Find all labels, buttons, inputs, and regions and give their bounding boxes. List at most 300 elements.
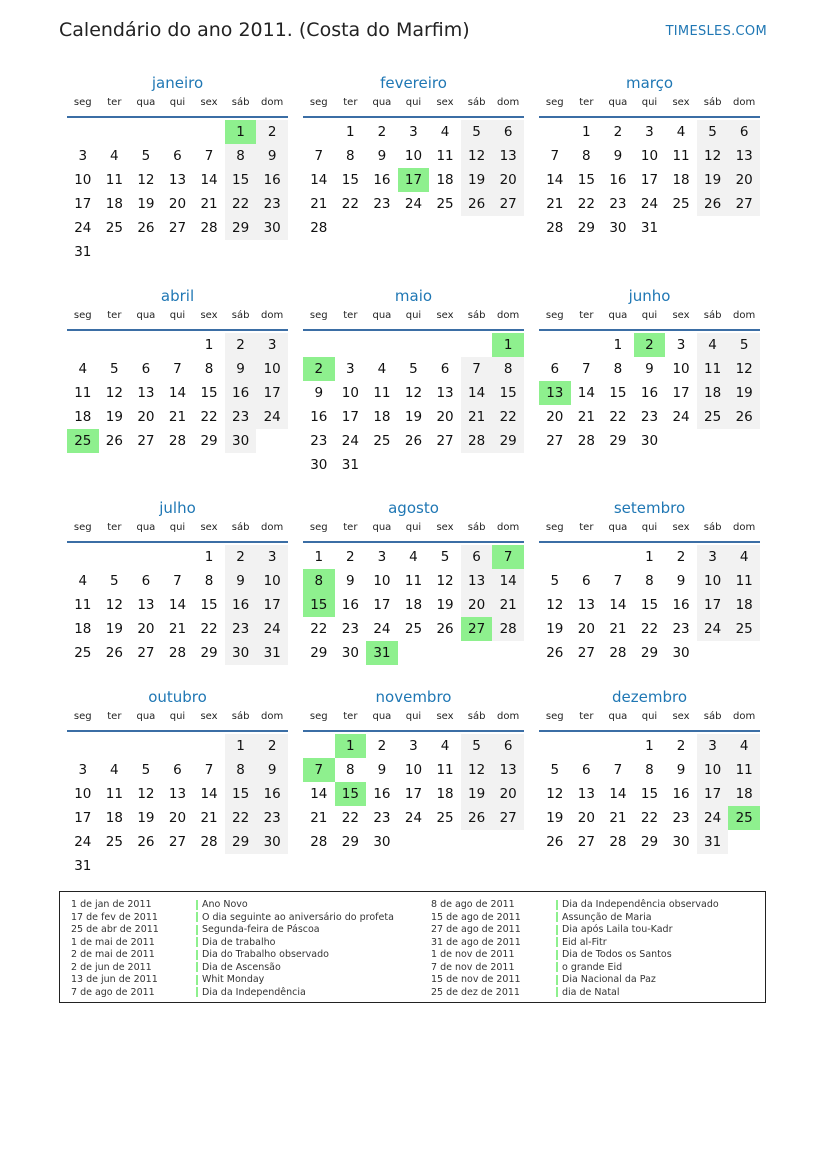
day-cell: 28 bbox=[492, 617, 524, 641]
weekday-label: sex bbox=[436, 711, 454, 722]
day-cell: 26 bbox=[728, 405, 760, 429]
day-cell: 6 bbox=[173, 148, 182, 164]
day-cell: 19 bbox=[404, 409, 423, 425]
day-cell: 13 bbox=[168, 172, 187, 188]
weekday-header bbox=[67, 709, 288, 732]
day-cell: 17 bbox=[697, 593, 729, 617]
day-cell: 26 bbox=[461, 192, 493, 216]
weekday-label: sex bbox=[200, 522, 218, 533]
day-cell: 28 bbox=[200, 834, 218, 850]
weekday-label: sex bbox=[672, 97, 690, 108]
day-cell: 23 bbox=[640, 409, 659, 425]
weekday-label: qua bbox=[136, 522, 156, 533]
day-cell: 7 bbox=[613, 573, 623, 589]
month-name: março bbox=[625, 74, 674, 92]
empty-day-cell bbox=[335, 333, 367, 357]
day-cell: 26 bbox=[404, 433, 423, 449]
day-cell: 13 bbox=[492, 144, 524, 168]
day-cell: 7 bbox=[461, 357, 493, 381]
day-cell: 15 bbox=[492, 381, 524, 405]
day-cell: 15 bbox=[341, 172, 359, 188]
legend-date: 27 de ago de 2011 bbox=[431, 924, 521, 935]
day-cell: 14 bbox=[310, 172, 328, 188]
day-cell: 20 bbox=[168, 810, 187, 826]
legend-item bbox=[556, 987, 719, 1000]
day-cell: 6 bbox=[440, 361, 450, 377]
day-cell: 10 bbox=[256, 357, 288, 381]
weekday-label: seg bbox=[545, 310, 564, 321]
day-cell: 3 bbox=[409, 124, 418, 140]
weekday-label: qua bbox=[608, 522, 628, 533]
legend-dates-col-2 bbox=[431, 899, 521, 999]
weekday-label: seg bbox=[73, 711, 92, 722]
month-name: fevereiro bbox=[380, 74, 447, 92]
weekday-label: seg bbox=[73, 97, 92, 108]
day-cell: 25 bbox=[436, 196, 454, 212]
day-cell: 24 bbox=[672, 409, 690, 425]
day-cell: 7 bbox=[204, 148, 214, 164]
weekday-label: ter bbox=[107, 97, 122, 108]
weekday-label: dom bbox=[733, 97, 756, 108]
holiday-color-marker bbox=[196, 950, 198, 960]
day-cell: 15 bbox=[640, 786, 659, 802]
day-cell: 10 bbox=[404, 148, 423, 164]
day-cell: 14 bbox=[577, 385, 595, 401]
legend-holiday-name: Dia de Todos os Santos bbox=[562, 949, 672, 960]
weekday-header bbox=[303, 520, 524, 543]
holiday-day-cell: 15 bbox=[335, 782, 367, 806]
day-cell: 28 bbox=[200, 220, 218, 236]
day-cell: 28 bbox=[609, 834, 627, 850]
holiday-day-cell: 27 bbox=[461, 617, 493, 641]
month-name: setembro bbox=[613, 499, 686, 517]
weekday-label: sex bbox=[672, 310, 690, 321]
weekday-label: seg bbox=[545, 711, 564, 722]
day-cell: 27 bbox=[137, 645, 155, 661]
empty-day-cell bbox=[99, 545, 131, 569]
day-cell: 10 bbox=[256, 569, 288, 593]
weekday-label: qui bbox=[169, 711, 186, 722]
weekday-label: dom bbox=[733, 522, 756, 533]
day-cell: 9 bbox=[346, 573, 355, 589]
day-cell: 28 bbox=[168, 645, 187, 661]
day-grid bbox=[67, 732, 288, 878]
weekday-label: dom bbox=[497, 310, 520, 321]
day-cell: 17 bbox=[341, 409, 359, 425]
empty-day-cell bbox=[303, 734, 335, 758]
day-cell: 4 bbox=[377, 361, 387, 377]
day-cell: 22 bbox=[310, 621, 328, 637]
day-cell: 21 bbox=[310, 196, 328, 212]
day-cell: 30 bbox=[225, 641, 257, 665]
day-cell: 24 bbox=[373, 621, 391, 637]
holiday-day-cell: 1 bbox=[335, 734, 367, 758]
day-cell: 12 bbox=[137, 786, 155, 802]
day-cell: 10 bbox=[373, 573, 391, 589]
day-cell: 14 bbox=[200, 172, 218, 188]
month-name: agosto bbox=[388, 499, 439, 517]
month-name: novembro bbox=[375, 688, 452, 706]
day-cell: 13 bbox=[728, 144, 760, 168]
day-cell: 14 bbox=[461, 381, 493, 405]
empty-day-cell bbox=[162, 120, 194, 144]
holiday-day-cell: 1 bbox=[492, 333, 524, 357]
day-cell: 23 bbox=[373, 196, 391, 212]
day-cell: 5 bbox=[141, 762, 151, 778]
day-cell: 31 bbox=[256, 641, 288, 665]
weekday-label: sáb bbox=[467, 97, 486, 108]
day-cell: 3 bbox=[78, 148, 88, 164]
day-grid bbox=[303, 331, 524, 477]
weekday-label: dom bbox=[497, 522, 520, 533]
day-cell: 7 bbox=[314, 148, 324, 164]
day-cell: 8 bbox=[346, 762, 355, 778]
weekday-label: qua bbox=[372, 711, 392, 722]
day-cell: 15 bbox=[225, 782, 257, 806]
day-cell: 30 bbox=[672, 834, 690, 850]
day-cell: 18 bbox=[373, 409, 391, 425]
day-cell: 8 bbox=[582, 148, 591, 164]
day-cell: 30 bbox=[672, 645, 690, 661]
empty-day-cell bbox=[571, 734, 603, 758]
day-cell: 23 bbox=[373, 810, 391, 826]
day-cell: 25 bbox=[74, 645, 92, 661]
day-cell: 7 bbox=[173, 573, 182, 589]
weekday-label: qui bbox=[405, 97, 422, 108]
weekday-header bbox=[539, 308, 760, 331]
day-cell: 16 bbox=[225, 381, 257, 405]
weekday-label: qua bbox=[608, 97, 628, 108]
day-cell: 20 bbox=[168, 196, 187, 212]
day-cell: 19 bbox=[105, 621, 123, 637]
day-grid bbox=[67, 118, 288, 264]
day-cell: 5 bbox=[461, 734, 493, 758]
empty-day-cell bbox=[130, 120, 162, 144]
day-cell: 10 bbox=[672, 361, 690, 377]
legend-holiday-name: Dia da Independência observado bbox=[562, 899, 719, 910]
legend-holiday-name: Ano Novo bbox=[202, 899, 248, 910]
day-cell: 10 bbox=[697, 758, 729, 782]
weekday-label: qui bbox=[641, 97, 658, 108]
month-janeiro bbox=[67, 71, 288, 264]
month-abril bbox=[67, 284, 288, 453]
weekday-label: ter bbox=[579, 97, 594, 108]
day-cell: 23 bbox=[256, 806, 288, 830]
day-cell: 12 bbox=[697, 144, 729, 168]
day-cell: 1 bbox=[204, 337, 214, 353]
day-cell: 30 bbox=[609, 220, 627, 236]
day-cell: 20 bbox=[577, 810, 595, 826]
empty-day-cell bbox=[162, 333, 194, 357]
day-cell: 9 bbox=[225, 357, 257, 381]
month-name: maio bbox=[394, 287, 433, 305]
day-cell: 29 bbox=[225, 830, 257, 854]
day-cell: 17 bbox=[697, 782, 729, 806]
day-cell: 5 bbox=[550, 573, 560, 589]
day-cell: 15 bbox=[577, 172, 595, 188]
day-cell: 3 bbox=[256, 333, 288, 357]
day-cell: 24 bbox=[404, 196, 423, 212]
day-cell: 11 bbox=[697, 357, 729, 381]
empty-day-cell bbox=[539, 734, 571, 758]
day-cell: 22 bbox=[640, 810, 659, 826]
day-cell: 6 bbox=[141, 361, 151, 377]
day-cell: 12 bbox=[461, 144, 493, 168]
legend-item bbox=[196, 949, 394, 962]
month-name: dezembro bbox=[612, 688, 687, 706]
day-cell: 18 bbox=[404, 597, 423, 613]
day-cell: 6 bbox=[492, 120, 524, 144]
holiday-day-cell: 17 bbox=[398, 168, 430, 192]
day-cell: 3 bbox=[697, 734, 729, 758]
day-cell: 26 bbox=[436, 621, 454, 637]
empty-day-cell bbox=[366, 333, 398, 357]
day-cell: 29 bbox=[225, 216, 257, 240]
month-fevereiro bbox=[303, 71, 524, 240]
holiday-day-cell: 7 bbox=[492, 545, 524, 569]
day-cell: 16 bbox=[310, 409, 328, 425]
month-julho bbox=[67, 496, 288, 665]
day-cell: 28 bbox=[168, 433, 187, 449]
day-cell: 2 bbox=[613, 124, 623, 140]
month-name: junho bbox=[628, 287, 671, 305]
month-name: outubro bbox=[148, 688, 207, 706]
day-cell: 29 bbox=[492, 429, 524, 453]
day-cell: 27 bbox=[137, 433, 155, 449]
day-cell: 15 bbox=[200, 597, 218, 613]
legend-names-col-1 bbox=[196, 899, 394, 999]
holiday-day-cell: 2 bbox=[634, 333, 666, 357]
weekday-label: ter bbox=[107, 310, 122, 321]
day-cell: 11 bbox=[436, 148, 454, 164]
weekday-label: sex bbox=[436, 97, 454, 108]
day-cell: 22 bbox=[225, 192, 257, 216]
empty-day-cell bbox=[67, 545, 99, 569]
holiday-day-cell: 25 bbox=[728, 806, 760, 830]
day-cell: 13 bbox=[168, 786, 187, 802]
legend-date: 17 de fev de 2011 bbox=[71, 911, 158, 923]
day-grid bbox=[303, 543, 524, 665]
legend-date: 15 de nov de 2011 bbox=[431, 974, 521, 985]
legend-item bbox=[556, 937, 719, 950]
weekday-label: sex bbox=[200, 97, 218, 108]
day-cell: 24 bbox=[74, 220, 92, 236]
weekday-label: qui bbox=[641, 522, 658, 533]
day-cell: 31 bbox=[74, 858, 92, 874]
weekday-label: ter bbox=[107, 522, 122, 533]
day-cell: 18 bbox=[728, 782, 760, 806]
day-cell: 19 bbox=[436, 597, 454, 613]
day-cell: 4 bbox=[676, 124, 686, 140]
day-cell: 10 bbox=[697, 569, 729, 593]
holiday-day-cell: 13 bbox=[539, 381, 571, 405]
weekday-label: qua bbox=[608, 310, 628, 321]
day-cell: 9 bbox=[225, 569, 257, 593]
empty-day-cell bbox=[602, 734, 634, 758]
page-title: Calendário do ano 2011. (Costa do Marfim) bbox=[59, 19, 470, 41]
empty-day-cell bbox=[429, 333, 461, 357]
day-cell: 2 bbox=[346, 549, 355, 565]
empty-day-cell bbox=[461, 333, 493, 357]
month-agosto bbox=[303, 496, 524, 665]
day-cell: 4 bbox=[440, 738, 450, 754]
day-cell: 4 bbox=[728, 734, 760, 758]
day-cell: 3 bbox=[256, 545, 288, 569]
day-cell: 14 bbox=[609, 597, 627, 613]
legend-holiday-name: Assunção de Maria bbox=[562, 911, 652, 923]
day-cell: 14 bbox=[546, 172, 564, 188]
day-cell: 14 bbox=[310, 786, 328, 802]
day-cell: 11 bbox=[105, 786, 123, 802]
weekday-label: ter bbox=[343, 711, 358, 722]
day-cell: 17 bbox=[256, 593, 288, 617]
day-cell: 10 bbox=[341, 385, 359, 401]
weekday-label: dom bbox=[497, 97, 520, 108]
day-cell: 1 bbox=[613, 337, 623, 353]
day-cell: 9 bbox=[645, 361, 654, 377]
day-cell: 23 bbox=[225, 405, 257, 429]
day-cell: 13 bbox=[137, 385, 155, 401]
day-cell: 30 bbox=[310, 457, 328, 473]
month-novembro bbox=[303, 685, 524, 854]
day-cell: 17 bbox=[640, 172, 659, 188]
day-cell: 12 bbox=[728, 357, 760, 381]
legend-holiday-name: Dia do Trabalho observado bbox=[202, 949, 329, 960]
day-cell: 20 bbox=[577, 621, 595, 637]
holiday-day-cell: 2 bbox=[303, 357, 335, 381]
weekday-label: seg bbox=[309, 711, 328, 722]
day-cell: 19 bbox=[461, 168, 493, 192]
empty-day-cell bbox=[67, 333, 99, 357]
weekday-header bbox=[67, 95, 288, 118]
day-cell: 28 bbox=[310, 220, 328, 236]
weekday-label: seg bbox=[545, 522, 564, 533]
legend-holiday-name: Dia da Independência bbox=[202, 986, 306, 998]
day-cell: 16 bbox=[672, 786, 690, 802]
day-cell: 25 bbox=[728, 617, 760, 641]
day-cell: 14 bbox=[168, 597, 187, 613]
empty-day-cell bbox=[67, 120, 99, 144]
weekday-label: sáb bbox=[231, 711, 250, 722]
day-cell: 4 bbox=[409, 549, 418, 565]
legend-item bbox=[556, 912, 719, 925]
day-cell: 12 bbox=[461, 758, 493, 782]
day-cell: 28 bbox=[546, 220, 564, 236]
day-cell: 26 bbox=[546, 645, 564, 661]
day-cell: 26 bbox=[105, 645, 123, 661]
day-cell: 30 bbox=[225, 429, 257, 453]
month-name: janeiro bbox=[151, 74, 204, 92]
day-cell: 6 bbox=[582, 762, 591, 778]
day-cell: 1 bbox=[346, 124, 355, 140]
day-cell: 18 bbox=[436, 172, 454, 188]
day-cell: 19 bbox=[546, 810, 564, 826]
weekday-label: sex bbox=[672, 711, 690, 722]
day-cell: 30 bbox=[640, 433, 659, 449]
day-cell: 7 bbox=[550, 148, 560, 164]
weekday-label: sex bbox=[200, 711, 218, 722]
weekday-label: sáb bbox=[703, 310, 722, 321]
day-cell: 16 bbox=[341, 597, 359, 613]
day-cell: 15 bbox=[225, 168, 257, 192]
legend-item bbox=[556, 974, 719, 987]
legend-holiday-name: Dia de Ascensão bbox=[202, 961, 281, 973]
legend-item bbox=[556, 924, 719, 937]
day-cell: 31 bbox=[640, 220, 659, 236]
holiday-day-cell: 8 bbox=[303, 569, 335, 593]
holiday-color-marker bbox=[196, 912, 198, 922]
day-cell: 23 bbox=[609, 196, 627, 212]
day-cell: 25 bbox=[105, 220, 123, 236]
day-cell: 27 bbox=[492, 806, 524, 830]
day-cell: 6 bbox=[492, 734, 524, 758]
day-cell: 23 bbox=[310, 433, 328, 449]
month-name: julho bbox=[159, 499, 196, 517]
day-cell: 25 bbox=[436, 810, 454, 826]
holiday-color-marker bbox=[556, 912, 558, 922]
day-cell: 4 bbox=[728, 545, 760, 569]
day-cell: 12 bbox=[546, 597, 564, 613]
day-cell: 28 bbox=[609, 645, 627, 661]
day-cell: 26 bbox=[546, 834, 564, 850]
legend-date: 7 de ago de 2011 bbox=[71, 986, 155, 998]
day-cell: 6 bbox=[461, 545, 493, 569]
holiday-color-marker bbox=[556, 975, 558, 985]
day-cell: 20 bbox=[492, 168, 524, 192]
day-cell: 27 bbox=[168, 834, 187, 850]
empty-day-cell bbox=[602, 545, 634, 569]
weekday-label: sáb bbox=[231, 522, 250, 533]
day-cell: 16 bbox=[373, 172, 391, 188]
day-cell: 7 bbox=[582, 361, 591, 377]
day-cell: 16 bbox=[256, 168, 288, 192]
day-cell: 31 bbox=[74, 244, 92, 260]
legend-date: 1 de mai de 2011 bbox=[71, 936, 155, 948]
day-cell: 6 bbox=[141, 573, 151, 589]
day-cell: 9 bbox=[256, 758, 288, 782]
day-cell: 18 bbox=[105, 196, 123, 212]
day-cell: 5 bbox=[697, 120, 729, 144]
day-cell: 13 bbox=[137, 597, 155, 613]
day-cell: 4 bbox=[78, 573, 88, 589]
day-cell: 12 bbox=[137, 172, 155, 188]
day-cell: 24 bbox=[640, 196, 659, 212]
day-cell: 18 bbox=[436, 786, 454, 802]
day-cell: 24 bbox=[404, 810, 423, 826]
holiday-color-marker bbox=[196, 987, 198, 997]
day-cell: 4 bbox=[78, 361, 88, 377]
day-cell: 6 bbox=[173, 762, 182, 778]
day-cell: 11 bbox=[74, 385, 92, 401]
site-logo-link[interactable]: TIMESLES.COM bbox=[665, 24, 767, 39]
weekday-label: sex bbox=[436, 522, 454, 533]
day-cell: 2 bbox=[256, 120, 288, 144]
day-cell: 31 bbox=[341, 457, 359, 473]
holiday-color-marker bbox=[556, 925, 558, 935]
day-grid bbox=[539, 732, 760, 854]
weekday-label: qui bbox=[405, 522, 422, 533]
day-cell: 27 bbox=[728, 192, 760, 216]
day-cell: 27 bbox=[546, 433, 564, 449]
day-cell: 29 bbox=[200, 433, 218, 449]
weekday-label: ter bbox=[579, 310, 594, 321]
weekday-label: sex bbox=[200, 310, 218, 321]
day-cell: 21 bbox=[200, 196, 218, 212]
empty-day-cell bbox=[571, 333, 603, 357]
day-cell: 16 bbox=[373, 786, 391, 802]
day-cell: 11 bbox=[74, 597, 92, 613]
day-cell: 25 bbox=[373, 433, 391, 449]
